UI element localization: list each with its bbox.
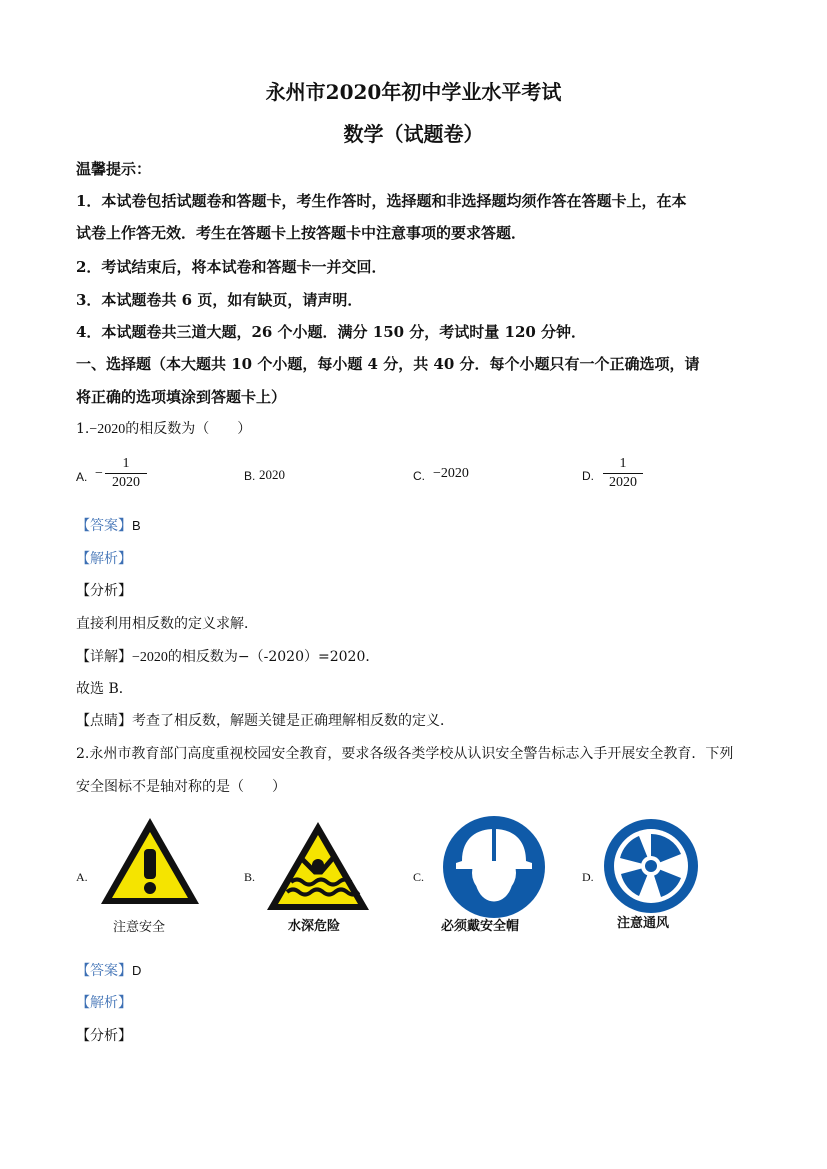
option-a-label: A. [76,470,88,484]
hard-hat-mandatory-icon [442,815,546,919]
fenxi-text: 直接利用相反数的定义求解． [76,616,258,632]
detail-text: 的相反数为−（-2020）=2020． [167,649,380,665]
fenxi-tag: 【分析】 [76,583,132,599]
option-c-label: C. [413,469,425,483]
detail-expr: −2020 [132,650,168,665]
option-a-caption: 注意安全 [113,920,166,935]
question-number: 1. [76,421,90,437]
notice-item-2: 2．考试结束后，将本试卷和答题卡一并交回． [76,258,387,276]
answer-tag: 【答案】 [76,963,132,979]
option-a-sign: − [95,466,103,481]
ventilation-fan-icon [603,818,699,914]
notice-item-1a: 1．本试卷包括试题卷和答题卡，考生作答时，选择题和非选择题均须作答在答题卡上，在本 [76,192,687,210]
option-b-label: B. [244,469,256,483]
option-b-value: 2020 [259,467,285,482]
question-expr: −2020 [89,422,126,437]
option-d-fraction [603,456,643,491]
choice-text: 故选 B． [76,681,133,697]
caution-exclamation-icon [98,815,202,907]
option-d-label: D. [582,870,594,884]
notice-item-3: 3．本试题卷共 6 页，如有缺页，请声明． [76,291,363,309]
option-b-label: B. [244,870,256,884]
question-stem: 的相反数为（ ） [125,421,252,437]
option-d-label: D. [582,469,594,483]
question-1 [76,418,251,438]
section-heading-line1: 一、选择题（本大题共 10 个小题，每小题 4 分，共 40 分．每个小题只有一个正确选项，请 [76,355,700,373]
fraction-denominator: 2020 [112,475,140,490]
option-c-label: C. [413,870,425,884]
detail-tag: 【详解】 [76,649,132,665]
answer-line [76,515,141,535]
page-subtitle: 数学（试题卷） [343,122,484,146]
answer-line [76,960,141,980]
deep-water-danger-icon [265,820,371,912]
fraction-numerator: 1 [619,456,627,471]
page-title: 永州市2020年初中学业水平考试 [265,80,562,104]
option-b-caption: 水深危险 [288,919,341,934]
question-2-line1: 2.永州市教育部门高度重视校园安全教育，要求各级各类学校从认识安全警告标志入手开展安全教育．下列 [76,746,734,762]
comment-text: 【点睛】考查了相反数，解题关键是正确理解相反数的定义． [76,713,454,729]
notice-item-4: 4．本试题卷共三道大题，26 个小题．满分 150 分，考试时量 120 分钟． [76,323,587,341]
option-c-value: −2020 [433,466,469,481]
answer-value: D [132,963,142,978]
detail-line [76,646,379,666]
option-a-label: A. [76,870,88,884]
analysis-tag: 【解析】 [76,551,132,567]
option-a-fraction [105,456,147,491]
analysis-tag: 【解析】 [76,995,132,1011]
notice-heading: 温馨提示： [76,160,152,178]
answer-value: B [132,518,141,533]
answer-tag: 【答案】 [76,518,132,534]
fenxi-tag: 【分析】 [76,1028,132,1044]
notice-item-1b: 试卷上作答无效．考生在答题卡上按答题卡中注意事项的要求答题． [76,224,527,242]
fraction-numerator: 1 [122,456,130,471]
section-heading-line2: 将正确的选项填涂到答题卡上） [76,388,287,406]
option-d-caption: 注意通风 [617,916,670,931]
question-2-line2: 安全图标不是轴对称的是（ ） [76,779,286,795]
fraction-denominator: 2020 [609,475,637,490]
option-c-caption: 必须戴安全帽 [441,919,520,934]
